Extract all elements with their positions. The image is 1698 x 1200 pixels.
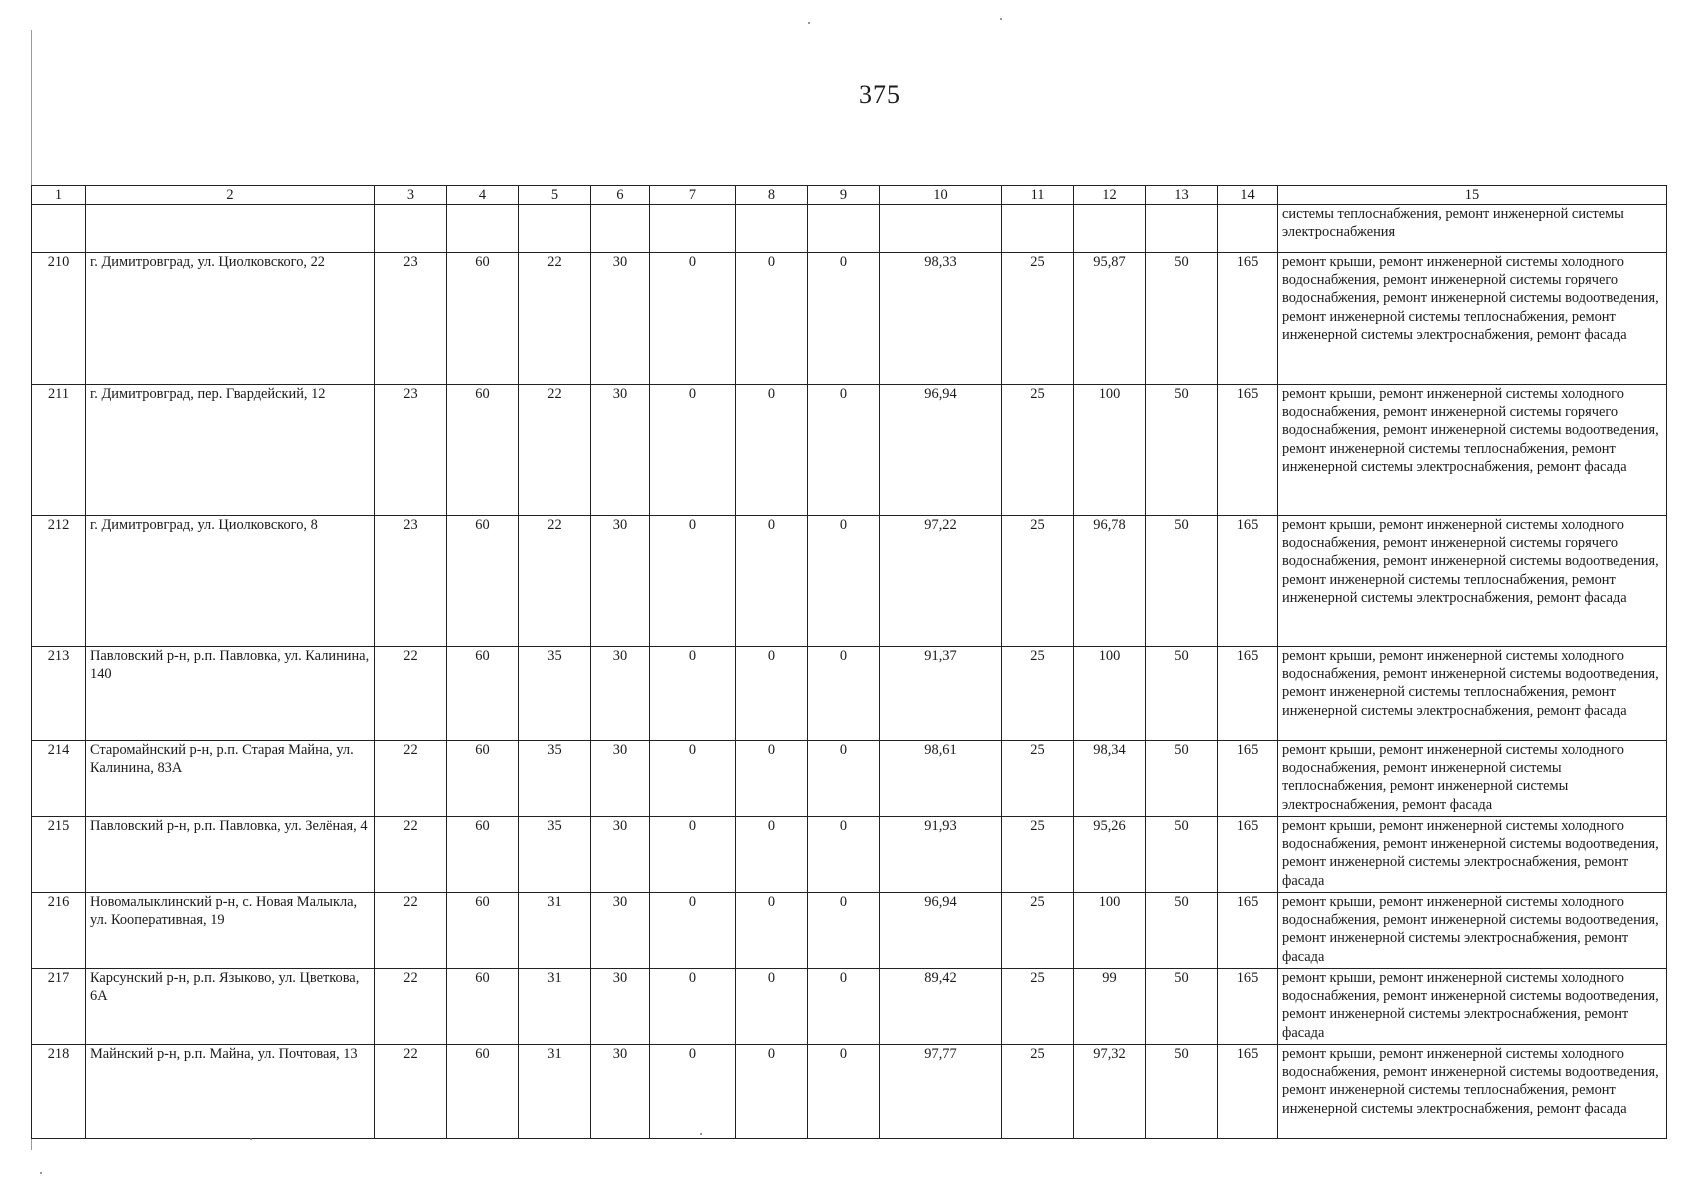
column-header: 10 — [880, 186, 1002, 205]
value-cell-c7: 0 — [650, 516, 736, 647]
repair-register-table — [31, 185, 1667, 1139]
value-cell-c7: 0 — [650, 969, 736, 1045]
value-cell-c4: 60 — [447, 647, 519, 741]
value-cell-c6: 30 — [591, 385, 650, 516]
row-number-cell: 217 — [32, 969, 86, 1045]
column-header: 4 — [447, 186, 519, 205]
value-cell-c5: 35 — [519, 647, 591, 741]
value-cell-c4: 60 — [447, 385, 519, 516]
value-cell-c6: 30 — [591, 647, 650, 741]
column-header: 9 — [808, 186, 880, 205]
works-description-cell: ремонт крыши, ремонт инженерной системы холодного водоснабжения, ремонт инженерной системы горячего водоснабжения, ремонт инженерной системы водоотведения, ремонт инженерной системы теплоснабжения, ремонт инженерной системы электроснабжения, ремонт фасада — [1278, 385, 1667, 516]
value-cell-c9: 0 — [808, 893, 880, 969]
value-cell-c14: 165 — [1218, 817, 1278, 893]
value-cell-c4: 60 — [447, 516, 519, 647]
value-cell-c13: 50 — [1146, 385, 1218, 516]
value-cell-c14: 165 — [1218, 893, 1278, 969]
works-description-cell: ремонт крыши, ремонт инженерной системы холодного водоснабжения, ремонт инженерной системы водоотведения, ремонт инженерной системы электроснабжения, ремонт фасада — [1278, 969, 1667, 1045]
table-row — [32, 647, 1667, 741]
value-cell-c5: 22 — [519, 516, 591, 647]
value-cell-c7: 0 — [650, 385, 736, 516]
value-cell-c11: 25 — [1002, 253, 1074, 385]
value-cell-c8: 0 — [736, 893, 808, 969]
scan-speck — [1000, 18, 1002, 20]
value-cell-c10: 96,94 — [880, 893, 1002, 969]
column-header: 5 — [519, 186, 591, 205]
value-cell-c7: 0 — [650, 1045, 736, 1139]
column-number-row — [32, 186, 1667, 205]
value-cell-c8: 0 — [736, 969, 808, 1045]
value-cell-c10: 91,93 — [880, 817, 1002, 893]
value-cell-c3: 22 — [375, 1045, 447, 1139]
row-number-cell: 213 — [32, 647, 86, 741]
value-cell-c13: 50 — [1146, 969, 1218, 1045]
value-cell-c6: 30 — [591, 817, 650, 893]
table-row — [32, 817, 1667, 893]
empty-cell — [32, 205, 86, 253]
works-description-cell: ремонт крыши, ремонт инженерной системы холодного водоснабжения, ремонт инженерной системы водоотведения, ремонт инженерной системы электроснабжения, ремонт фасада — [1278, 817, 1667, 893]
value-cell-c10: 98,33 — [880, 253, 1002, 385]
table-row — [32, 741, 1667, 817]
address-cell: г. Димитровград, ул. Циолковского, 22 — [86, 253, 375, 385]
value-cell-c11: 25 — [1002, 647, 1074, 741]
address-cell: Майнский р-н, р.п. Майна, ул. Почтовая, 13 — [86, 1045, 375, 1139]
table-row — [32, 385, 1667, 516]
value-cell-c8: 0 — [736, 385, 808, 516]
table-body — [32, 186, 1667, 1139]
value-cell-c12: 99 — [1074, 969, 1146, 1045]
row-number-cell: 214 — [32, 741, 86, 817]
value-cell-c12: 96,78 — [1074, 516, 1146, 647]
works-description-cell: ремонт крыши, ремонт инженерной системы холодного водоснабжения, ремонт инженерной системы теплоснабжения, ремонт инженерной системы электроснабжения, ремонт фасада — [1278, 741, 1667, 817]
value-cell-c5: 22 — [519, 253, 591, 385]
value-cell-c5: 31 — [519, 969, 591, 1045]
value-cell-c11: 25 — [1002, 893, 1074, 969]
address-cell: Павловский р-н, р.п. Павловка, ул. Зелёная, 4 — [86, 817, 375, 893]
value-cell-c9: 0 — [808, 1045, 880, 1139]
value-cell-c9: 0 — [808, 817, 880, 893]
table-row — [32, 1045, 1667, 1139]
column-header: 8 — [736, 186, 808, 205]
works-description-cell: ремонт крыши, ремонт инженерной системы холодного водоснабжения, ремонт инженерной системы горячего водоснабжения, ремонт инженерной системы водоотведения, ремонт инженерной системы теплоснабжения, ремонт инженерной системы электроснабжения, ремонт фасада — [1278, 253, 1667, 385]
column-header: 11 — [1002, 186, 1074, 205]
value-cell-c5: 22 — [519, 385, 591, 516]
value-cell-c6: 30 — [591, 741, 650, 817]
address-cell: Карсунский р-н, р.п. Языково, ул. Цветкова, 6А — [86, 969, 375, 1045]
value-cell-c7: 0 — [650, 647, 736, 741]
value-cell-c8: 0 — [736, 741, 808, 817]
value-cell-c3: 23 — [375, 385, 447, 516]
value-cell-c10: 97,22 — [880, 516, 1002, 647]
value-cell-c14: 165 — [1218, 385, 1278, 516]
value-cell-c9: 0 — [808, 385, 880, 516]
row-number-cell: 216 — [32, 893, 86, 969]
column-header: 15 — [1278, 186, 1667, 205]
value-cell-c7: 0 — [650, 817, 736, 893]
value-cell-c8: 0 — [736, 1045, 808, 1139]
value-cell-c3: 23 — [375, 253, 447, 385]
works-description-continued: системы теплоснабжения, ремонт инженерной системы электроснабжения — [1278, 205, 1667, 253]
page-number: 375 — [859, 80, 901, 109]
value-cell-c10: 98,61 — [880, 741, 1002, 817]
row-number-cell: 211 — [32, 385, 86, 516]
value-cell-c6: 30 — [591, 969, 650, 1045]
value-cell-c8: 0 — [736, 817, 808, 893]
value-cell-c5: 31 — [519, 893, 591, 969]
column-header: 1 — [32, 186, 86, 205]
row-number-cell: 215 — [32, 817, 86, 893]
value-cell-c14: 165 — [1218, 516, 1278, 647]
value-cell-c4: 60 — [447, 817, 519, 893]
address-cell: Новомалыклинский р-н, с. Новая Малыкла, ул. Кооперативная, 19 — [86, 893, 375, 969]
value-cell-c6: 30 — [591, 253, 650, 385]
value-cell-c4: 60 — [447, 741, 519, 817]
value-cell-c10: 91,37 — [880, 647, 1002, 741]
table-row — [32, 893, 1667, 969]
value-cell-c7: 0 — [650, 893, 736, 969]
value-cell-c3: 22 — [375, 893, 447, 969]
value-cell-c6: 30 — [591, 893, 650, 969]
value-cell-c12: 100 — [1074, 385, 1146, 516]
address-cell: г. Димитровград, ул. Циолковского, 8 — [86, 516, 375, 647]
empty-cell — [1218, 205, 1278, 253]
works-description-cell: ремонт крыши, ремонт инженерной системы холодного водоснабжения, ремонт инженерной системы водоотведения, ремонт инженерной системы электроснабжения, ремонт фасада — [1278, 893, 1667, 969]
empty-cell — [519, 205, 591, 253]
value-cell-c13: 50 — [1146, 516, 1218, 647]
value-cell-c11: 25 — [1002, 1045, 1074, 1139]
value-cell-c14: 165 — [1218, 1045, 1278, 1139]
row-number-cell: 218 — [32, 1045, 86, 1139]
value-cell-c5: 35 — [519, 741, 591, 817]
works-description-cell: ремонт крыши, ремонт инженерной системы холодного водоснабжения, ремонт инженерной системы горячего водоснабжения, ремонт инженерной системы водоотведения, ремонт инженерной системы теплоснабжения, ремонт инженерной системы электроснабжения, ремонт фасада — [1278, 516, 1667, 647]
empty-cell — [591, 205, 650, 253]
value-cell-c11: 25 — [1002, 385, 1074, 516]
value-cell-c9: 0 — [808, 647, 880, 741]
continuation-row — [32, 205, 1667, 253]
value-cell-c13: 50 — [1146, 741, 1218, 817]
column-header: 2 — [86, 186, 375, 205]
value-cell-c10: 97,77 — [880, 1045, 1002, 1139]
value-cell-c11: 25 — [1002, 741, 1074, 817]
value-cell-c11: 25 — [1002, 969, 1074, 1045]
value-cell-c9: 0 — [808, 969, 880, 1045]
value-cell-c5: 31 — [519, 1045, 591, 1139]
column-header: 7 — [650, 186, 736, 205]
value-cell-c9: 0 — [808, 253, 880, 385]
table-row — [32, 969, 1667, 1045]
value-cell-c14: 165 — [1218, 253, 1278, 385]
value-cell-c3: 22 — [375, 741, 447, 817]
empty-cell — [86, 205, 375, 253]
value-cell-c7: 0 — [650, 741, 736, 817]
value-cell-c13: 50 — [1146, 1045, 1218, 1139]
value-cell-c5: 35 — [519, 817, 591, 893]
works-description-cell: ремонт крыши, ремонт инженерной системы холодного водоснабжения, ремонт инженерной системы водоотведения, ремонт инженерной системы теплоснабжения, ремонт инженерной системы электроснабжения, ремонт фасада — [1278, 647, 1667, 741]
value-cell-c8: 0 — [736, 253, 808, 385]
value-cell-c12: 95,87 — [1074, 253, 1146, 385]
table-row — [32, 253, 1667, 385]
scan-speck — [40, 1172, 42, 1174]
row-number-cell: 212 — [32, 516, 86, 647]
empty-cell — [447, 205, 519, 253]
value-cell-c12: 95,26 — [1074, 817, 1146, 893]
empty-cell — [880, 205, 1002, 253]
value-cell-c14: 165 — [1218, 741, 1278, 817]
value-cell-c4: 60 — [447, 1045, 519, 1139]
value-cell-c9: 0 — [808, 516, 880, 647]
value-cell-c13: 50 — [1146, 893, 1218, 969]
value-cell-c4: 60 — [447, 969, 519, 1045]
address-cell: Старомайнский р-н, р.п. Старая Майна, ул. Калинина, 83А — [86, 741, 375, 817]
value-cell-c3: 22 — [375, 817, 447, 893]
row-number-cell: 210 — [32, 253, 86, 385]
address-cell: Павловский р-н, р.п. Павловка, ул. Калинина, 140 — [86, 647, 375, 741]
column-header: 14 — [1218, 186, 1278, 205]
value-cell-c13: 50 — [1146, 253, 1218, 385]
empty-cell — [1074, 205, 1146, 253]
column-header: 12 — [1074, 186, 1146, 205]
scan-speck — [700, 1133, 702, 1135]
value-cell-c13: 50 — [1146, 647, 1218, 741]
value-cell-c12: 97,32 — [1074, 1045, 1146, 1139]
value-cell-c14: 165 — [1218, 969, 1278, 1045]
value-cell-c8: 0 — [736, 647, 808, 741]
value-cell-c13: 50 — [1146, 817, 1218, 893]
value-cell-c9: 0 — [808, 741, 880, 817]
value-cell-c7: 0 — [650, 253, 736, 385]
column-header: 6 — [591, 186, 650, 205]
value-cell-c8: 0 — [736, 516, 808, 647]
empty-cell — [375, 205, 447, 253]
value-cell-c3: 22 — [375, 647, 447, 741]
value-cell-c6: 30 — [591, 1045, 650, 1139]
value-cell-c4: 60 — [447, 253, 519, 385]
empty-cell — [736, 205, 808, 253]
value-cell-c11: 25 — [1002, 516, 1074, 647]
value-cell-c12: 100 — [1074, 647, 1146, 741]
value-cell-c10: 89,42 — [880, 969, 1002, 1045]
column-header: 13 — [1146, 186, 1218, 205]
scan-speck — [250, 1138, 252, 1140]
value-cell-c6: 30 — [591, 516, 650, 647]
value-cell-c12: 100 — [1074, 893, 1146, 969]
value-cell-c12: 98,34 — [1074, 741, 1146, 817]
value-cell-c3: 23 — [375, 516, 447, 647]
empty-cell — [808, 205, 880, 253]
value-cell-c3: 22 — [375, 969, 447, 1045]
empty-cell — [650, 205, 736, 253]
value-cell-c14: 165 — [1218, 647, 1278, 741]
scan-speck — [808, 22, 810, 24]
column-header: 3 — [375, 186, 447, 205]
works-description-cell: ремонт крыши, ремонт инженерной системы холодного водоснабжения, ремонт инженерной системы водоотведения, ремонт инженерной системы теплоснабжения, ремонт инженерной системы электроснабжения, ремонт фасада — [1278, 1045, 1667, 1139]
address-cell: г. Димитровград, пер. Гвардейский, 12 — [86, 385, 375, 516]
value-cell-c10: 96,94 — [880, 385, 1002, 516]
empty-cell — [1146, 205, 1218, 253]
empty-cell — [1002, 205, 1074, 253]
value-cell-c11: 25 — [1002, 817, 1074, 893]
table-row — [32, 516, 1667, 647]
value-cell-c4: 60 — [447, 893, 519, 969]
